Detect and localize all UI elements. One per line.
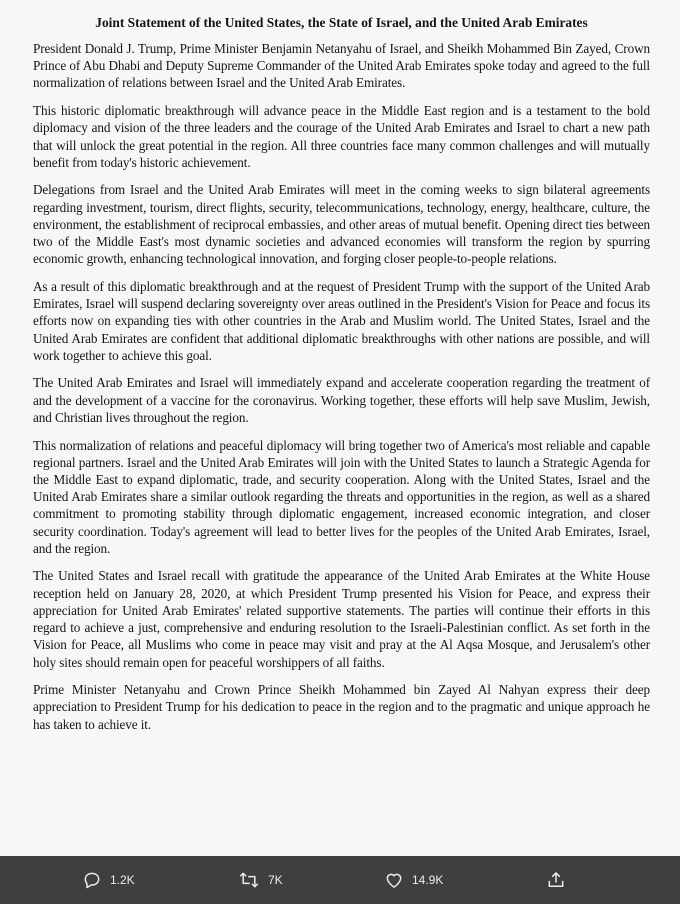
retweet-button[interactable] [238,856,283,904]
like-icon [384,870,404,890]
reply-icon [82,870,102,890]
reply-button[interactable] [82,856,135,904]
share-icon [546,870,566,890]
share-button[interactable] [546,856,566,904]
statement-paragraph: The United States and Israel recall with gratitude the appearance of the United Arab Emirates at the White House reception held on January 28, 2020, at which President Trump presented his Vision for Peace, and express their appreciation for United Arab Emirates' related supportive statements. The parties will continue their efforts in this regard to achieve a just, comprehensive and enduring resolution to the Israeli-Palestinian conflict. As set forth in the Vision for Peace, all Muslims who come in peace may visit and pray at the Al Aqsa Mosque, and Jerusalem's other holy sites should remain open for peaceful worshippers of all faiths. [33,568,650,670]
retweet-count: 7K [268,873,283,887]
statement-paragraph: Delegations from Israel and the United Arab Emirates will meet in the coming weeks to sign bilateral agreements regarding investment, tourism, direct flights, security, telecommunications, technology, energy, healthcare, culture, the environment, the establishment of reciprocal embassies, and other areas of mutual benefit. Opening direct ties between two of the Middle East's most dynamic societies and advanced economies will transform the region by spurring economic growth, enhancing technological innovation, and forging closer people-to-people relations. [33,182,650,267]
like-button[interactable] [384,856,443,904]
reply-count: 1.2K [110,873,135,887]
tweet-action-bar [0,856,680,904]
statement-paragraph: President Donald J. Trump, Prime Minister Benjamin Netanyahu of Israel, and Sheikh Mohammed Bin Zayed, Crown Prince of Abu Dhabi and Deputy Supreme Commander of the United Arab Emirates spoke today and agreed to the full normalization of relations between Israel and the United Arab Emirates. [33,41,650,91]
statement-paragraph: This normalization of relations and peaceful diplomacy will bring together two of America's most reliable and capable regional partners. Israel and the United Arab Emirates will join with the United States to launch a Strategic Agenda for the Middle East to expand diplomatic, trade, and security cooperation. Along with the United States, Israel and the United Arab Emirates share a similar outlook regarding the threats and opportunities in the region, as well as a shared commitment to promoting stability through diplomatic engagement, increased economic integration, and closer security coordination. Today's agreement will lead to better lives for the peoples of the United Arab Emirates, Israel, and the region. [33,437,650,556]
statement-paragraph: This historic diplomatic breakthrough will advance peace in the Middle East region and is a testament to the bold diplomacy and vision of the three leaders and the courage of the United Arab Emirates and Israel to chart a new path that will unlock the great potential in the region. All three countries face many common challenges and will mutually benefit from today's historic achievement. [33,103,650,170]
statement-paragraph: Prime Minister Netanyahu and Crown Prince Sheikh Mohammed bin Zayed Al Nahyan express their deep appreciation to President Trump for his dedication to peace in the region and to the pragmatic and unique approach he has taken to achieve it. [33,682,650,732]
statement-title: Joint Statement of the United States, the State of Israel, and the United Arab Emirates [95,15,588,30]
like-count: 14.9K [412,873,444,887]
retweet-icon [238,870,260,890]
statement-paragraph: The United Arab Emirates and Israel will immediately expand and accelerate cooperation regarding the treatment of and the development of a vaccine for the coronavirus. Working together, these efforts will help save Muslim, Jewish, and Christian lives throughout the region. [33,375,650,425]
statement-paragraph: As a result of this diplomatic breakthrough and at the request of President Trump with the support of the United Arab Emirates, Israel will suspend declaring sovereignty over areas outlined in the President's Vision for Peace and focus its efforts now on expanding ties with other countries in the Arab and Muslim world. The United States, Israel and the United Arab Emirates are confident that additional diplomatic breakthroughs with other nations are possible, and will work together to achieve this goal. [33,278,650,363]
